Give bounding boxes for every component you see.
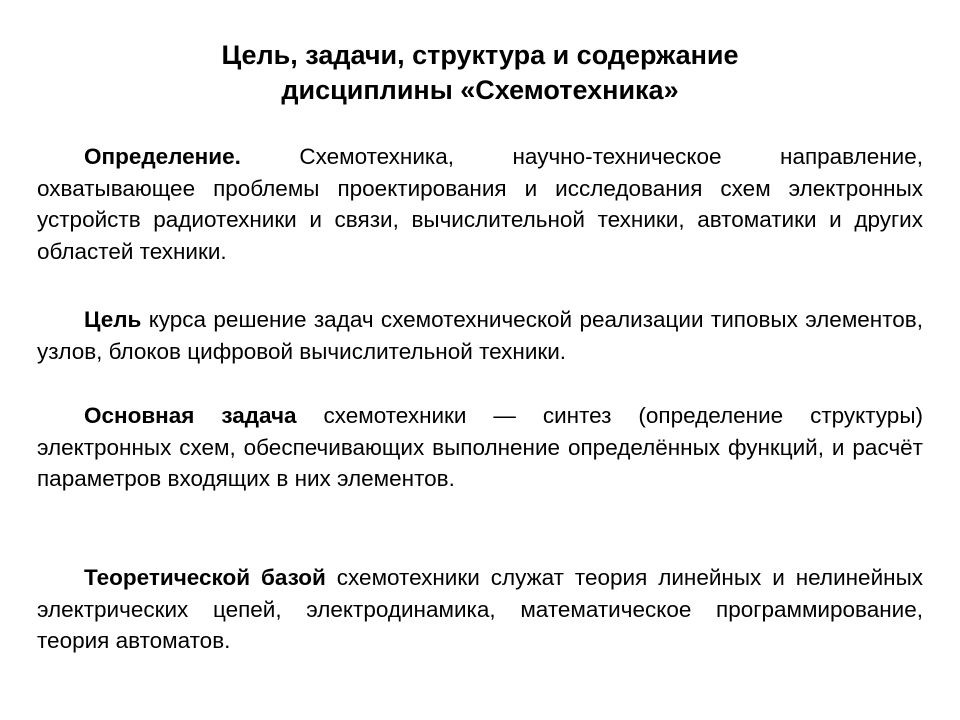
definition-paragraph [37, 141, 923, 268]
slide-title-line-2: дисциплины «Схемотехника» [281, 75, 679, 105]
goal-term: Цель [84, 307, 142, 332]
theoretical-basis-text: схемотехники служат теория линейных и нелинейных электрических цепей, электродинамика, математическое программирование, теория автоматов. [37, 565, 923, 654]
main-task-term: Основная задача [84, 403, 297, 428]
definition-term: Определение. [84, 144, 241, 169]
main-task-paragraph [37, 400, 923, 495]
theoretical-basis-paragraph [37, 562, 923, 657]
slide-title [0, 38, 960, 108]
goal-text: курса решение задач схемотехнической реализации типовых элементов, узлов, блоков цифровой вычислительной техники. [37, 307, 923, 364]
slide-title-line-1: Цель, задачи, структура и содержание [221, 40, 739, 70]
theoretical-basis-term: Теоретической базой [84, 565, 326, 590]
goal-paragraph [37, 304, 923, 367]
definition-text: Схемотехника, научно-техническое направление, охватывающее проблемы проектирования и исследования схем электронных устройств радиотехники и связи, вычислительной техники, автоматики и других областей техники. [37, 144, 923, 265]
main-task-text: схемотехники — синтез (определение структуры) электронных схем, обеспечивающих выполнение определённых функций, и расчёт параметров входящих в них элементов. [37, 403, 923, 492]
